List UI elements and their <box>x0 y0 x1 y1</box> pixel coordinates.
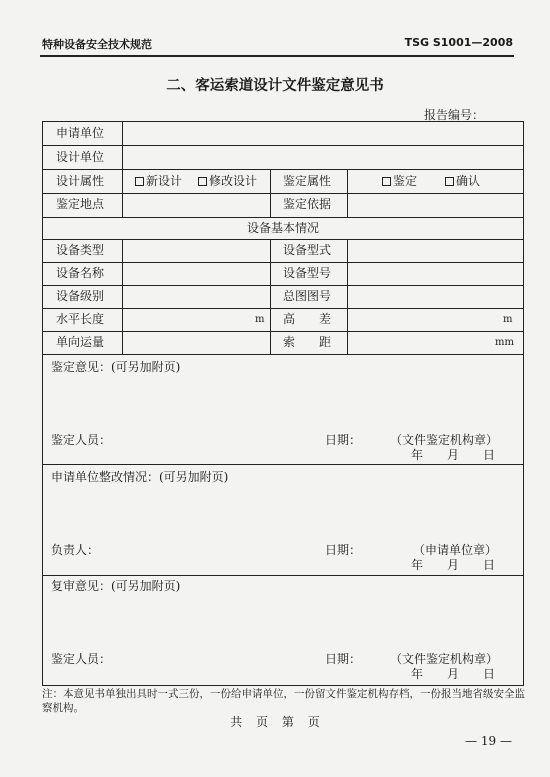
report-number-label: 报告编号： <box>423 108 484 122</box>
horizontal-length-label: 水平长度 <box>56 312 105 326</box>
review-opinion-label: 复审意见：(可另加附页) <box>51 579 181 593</box>
appraisal-location-label: 鉴定地点 <box>56 197 105 211</box>
equipment-form-label: 设备型式 <box>283 243 332 257</box>
equipment-name-label: 设备名称 <box>56 266 105 280</box>
equipment-section-header: 设备基本情况 <box>246 221 319 235</box>
responsible-person-label: 负责人： <box>51 543 100 557</box>
row-divider <box>43 575 523 576</box>
appraisal-org-seal: （文件鉴定机构章） <box>390 433 499 447</box>
row-divider <box>43 217 523 218</box>
page-number: — 19 — <box>465 734 512 748</box>
modified-design-option[interactable]: 修改设计 <box>198 174 257 188</box>
unit-millimeter: mm <box>495 337 514 348</box>
appraisal-opinion-label: 鉴定意见：(可另加附页) <box>51 360 181 374</box>
column-divider <box>270 169 271 217</box>
designer-label: 设计单位 <box>56 150 105 164</box>
column-divider <box>122 239 123 354</box>
equipment-model-label: 设备型号 <box>283 266 332 280</box>
appraisal-form <box>42 121 524 686</box>
row-divider <box>43 145 523 146</box>
appraiser-label: 鉴定人员： <box>51 652 112 666</box>
header-rule <box>40 55 514 57</box>
design-attr-label: 设计属性 <box>56 174 105 188</box>
rectification-label: 申请单位整改情况：(可另加附页) <box>51 470 229 484</box>
date-ymd: 年 月 日 <box>411 448 496 462</box>
unit-meter: m <box>255 314 265 325</box>
confirm-option[interactable]: 确认 <box>445 174 480 188</box>
row-divider <box>43 464 523 465</box>
checkbox[interactable] <box>198 177 207 186</box>
column-divider <box>122 122 123 217</box>
row-divider <box>43 331 523 332</box>
applicant-label: 申请单位 <box>56 126 105 140</box>
row-divider <box>43 308 523 309</box>
page-count-info: 共 页 第 页 <box>230 715 320 729</box>
date-label: 日期： <box>325 652 362 666</box>
column-divider <box>347 169 348 217</box>
applicant-seal: （申请单位章） <box>413 543 498 557</box>
date-ymd: 年 月 日 <box>411 558 496 572</box>
row-divider <box>43 193 523 194</box>
column-divider <box>347 239 348 354</box>
date-ymd: 年 月 日 <box>411 667 496 681</box>
unit-meter: m <box>503 314 513 325</box>
date-label: 日期： <box>325 543 362 557</box>
checkbox[interactable] <box>445 177 454 186</box>
row-divider <box>43 169 523 170</box>
checkbox[interactable] <box>135 177 144 186</box>
appraiser-label: 鉴定人员： <box>51 433 112 447</box>
appraisal-option[interactable]: 鉴定 <box>382 174 417 188</box>
appraisal-org-seal: （文件鉴定机构章） <box>390 652 499 666</box>
one-way-capacity-label: 单向运量 <box>56 335 105 349</box>
footnote: 注：本意见书单独出具时一式三份，一份给申请单位，一份留文件鉴定机构存档，一份报当地省级安全监察机构。 <box>42 688 525 714</box>
equipment-grade-label: 设备级别 <box>56 289 105 303</box>
running-header-right: TSG S1001—2008 <box>404 36 513 49</box>
date-label: 日期： <box>325 433 362 447</box>
row-divider <box>43 354 523 355</box>
cable-span-label: 索 距 <box>283 335 332 349</box>
checkbox[interactable] <box>382 177 391 186</box>
row-divider <box>43 285 523 286</box>
equipment-type-label: 设备类型 <box>56 243 105 257</box>
page-title: 二、客运索道设计文件鉴定意见书 <box>166 78 384 94</box>
general-drawing-label: 总图图号 <box>283 289 332 303</box>
row-divider <box>43 262 523 263</box>
appraisal-basis-label: 鉴定依据 <box>283 197 332 211</box>
appraisal-attr-label: 鉴定属性 <box>283 174 332 188</box>
column-divider <box>270 239 271 354</box>
running-header-left: 特种设备安全技术规范 <box>42 38 152 51</box>
new-design-option[interactable]: 新设计 <box>135 174 182 188</box>
row-divider <box>43 239 523 240</box>
height-diff-label: 高 差 <box>283 312 332 326</box>
